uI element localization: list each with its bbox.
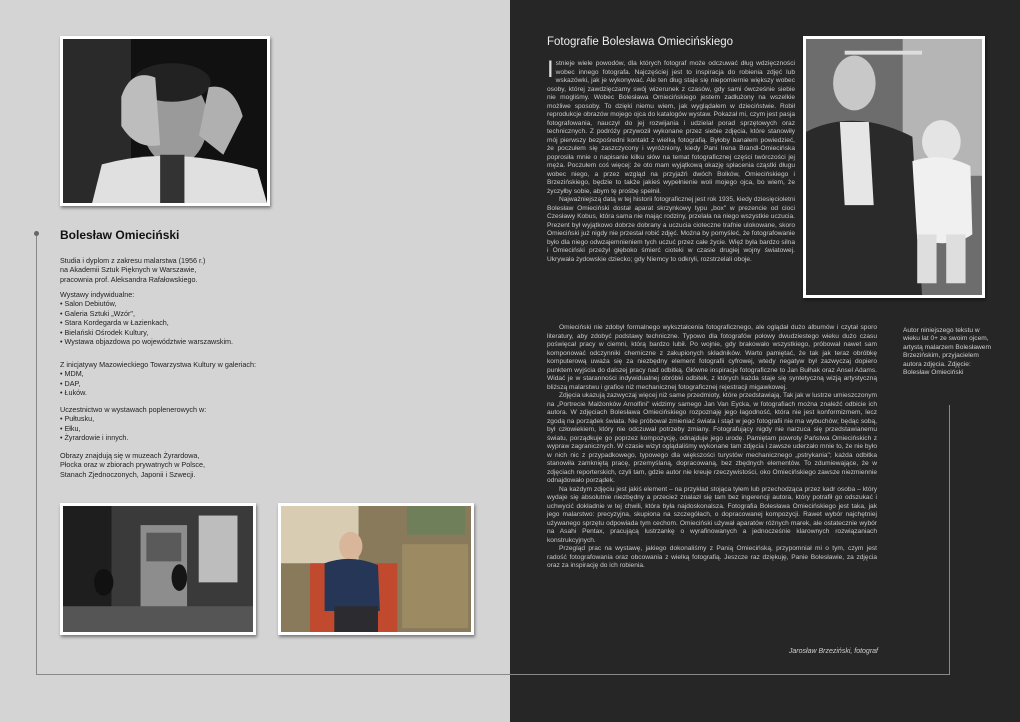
studies-text: Studia i dyplom z zakresu malarstwa (1956 r.) na Akademii Sztuk Pięknych w Warszawie, pracownia prof. Aleksandra Rafałowskiego.: [60, 256, 206, 284]
article-body-column: [547, 56, 795, 264]
armchair-photo: [278, 503, 474, 635]
artist-name: Bolesław Omieciński: [60, 228, 180, 242]
paragraph-6: Przegląd prac na wystawę, jakiego dokonaliśmy z Panią Omiecińską, przypomniał mi o tym, czym jest radość fotografowania oraz obcowania z wielką fotografią. Jeszcze raz dziękuję, Panie Bolesławie, za zdjęcia oraz za inspirację do ich robienia.: [547, 545, 877, 569]
author-signature: Jarosław Brzeziński, fotograf: [788, 648, 878, 655]
drop-cap: I: [547, 56, 554, 83]
paragraph-5: Na każdym zdjęciu jest jakiś element – na przykład stojąca tyłem lub przechodząca przez kadr osoba – który wydaje się absolutnie niezbędny a przecież znalazł się tam bez ingerencji autora, który potrafił go odszukać i uchwycić dokładnie w tej chwili, która była najdoskonalsza. Fotografia Bolesława Omiecińskiego jest taka, jak jego malarstwo: precyzyjna, skupiona na szczegółach, o dopracowanej kompozycji. Rawet wybór najchętniej używanego sprzętu odpowiada tym cechom. Omieciński używał aparatów różnych marek, ale ostatecznie wybór na Asahi Pentax, pracującą lustrzankę o wyrafinowanych a jednocześnie klarownych rozwiązaniach konstrukcyjnych.: [547, 485, 877, 544]
father-child-photo: [803, 36, 985, 298]
studio-photo: [60, 503, 256, 635]
paragraph-3: Omieciński nie zdobył formalnego wykształcenia fotograficznego, ale oglądał dużo albumów i czytał sporo literatury, aby zdobyć podstawy techniczne. Typowo dla fotografów połowy dwudziestego wieku dużo czasu poświęcał pracy w ciemni, którą bardzo lubił. Po wojnie, gdy brakowało wszystkiego, próbował nawet sam komponować odczynniki chemiczne z zakupionych składników. Warto pamiętać, że tak jak teraz obróbkę komputerową uważa się za niezbędny element fotografii cyfrowej, wtedy negatyw był zazwyczaj dopiero punktem wyjścia do dalszej pracy nad odbitką. Główne inspiracje fotograficzne to Jan Bułhak oraz Ansel Adams. Widać je w staranności indywidualnej obróbki odbitek, z których każda staje się syntetyczną wizją artystyczną bliższą malarstwu i grafice niż mechanicznej fotograficznej rejestracji migawkowej.: [547, 324, 877, 391]
article-title: Fotografie Bolesława Omiecińskiego: [547, 36, 734, 48]
collections-text: Obrazy znajdują się w muzeach Żyrardowa, Płocka oraz w zbiorach prywatnych w Polsce, Stanach Zjednoczonych, Japonii i Szwecji.: [60, 451, 206, 479]
photo-caption: Autor niniejszego tekstu w wieku lat 0+ ze swoim ojcem, artystą malarzem Bolesławem Brzezińskim, przyjacielem autora zdjęcia. Zdjęcie: Bolesław Omieciński: [903, 327, 991, 377]
mtk-galleries: Z inicjatywy Mazowieckiego Towarzystwa Kultury w galeriach: • MDM, • DAP, • Łuków.: [60, 360, 256, 398]
solo-exhibitions: Wystawy indywidualne: • Salon Debiutów, • Galeria Sztuki „Wzór", • Stara Kordegarda w Łazienkach, • Bielański Ośrodek Kultury, • Wystawa objazdowa po województwie warszawskim.: [60, 290, 234, 347]
paragraph-2: Najważniejszą datą w tej historii fotograficznej jest rok 1935, kiedy dziesięcioletni Bolesław Omieciński dostał aparat skrzynkowy typu „box" w prezencie od cioci Czesławy Kobus, która sama nie mając rodziny, przelała na niego wszystkie uczucia. Prezent był wyjątkowo dobrze dobrany a uczucia cioteczne trafnie ulokowane, skoro Omieciński już nigdy nie przestał robić zdjęć. Można by pomyśleć, że fotografowanie było dla niego odwzajemnieniem tych uczuć przez całe życie. Więź była bardzo silna i Omieciński przeżył głęboko śmierć cioteki w czasie drugiej wojny światowej. Ukrywała żydowskie dziecko; gdy Niemcy to odkryli, rozstrzelali oboje.: [547, 196, 795, 263]
group-exhibitions: Uczestnictwo w wystawach poplenerowych w: • Pułtusku, • Ełku, • Żyrardowie i innych.: [60, 405, 207, 443]
paragraph-4: Zdjęcia ukazują zazwyczaj więcej niż same przedmioty, które przedstawiają. Tak jak w lustrze umieszczonym na „Portrecie Małżonków Arnolfini" widzimy samego Jan Van Eycka, w fotografiach można znaleźć odbicie ich autora. W zdjęciach Bolesława Omiecińskiego rozpoznaję jego łagodność, która nie jest konformizmem, lecz zgodą na porządek świata. Nie próbował zmieniać świata i stąd w jego fotografii nie ma wybuchów; będąc sobą, był człowiekiem, który nie odczuwał potrzeby zmiany. Fotografujący nigdy nie narzuca się przedstawianemu światu, porządkuje go poprzez kompozycję, odnajduje jego urodę. Pamiętam powroty Państwa Omiecińskich z wypraw zagranicznych. W czasie wizyt oglądaliśmy wykonane tam zdjęcia i zawsze uderzało mnie to, że nie było w nich nic z przypadkowego, typowego dla większości turystów mechanicznego „pstrykania"; każda odbitka stanowiła zamkniętą pracę, przemyślaną, dopracowaną, bez zbędnych elementów. To zdumiewające, że w zdjęciach reporterskich, czyli tam, gdzie autor nie kreuje rzeczywistości, oko Omiecińskiego zawsze niezmiennie odnajdowało porządek.: [547, 392, 877, 484]
portrait-photo: [60, 36, 270, 206]
frame-line-right: [948, 405, 950, 675]
article-body-wide: [547, 324, 877, 571]
frame-dot: [34, 231, 39, 236]
paragraph-1: stnieje wiele powodów, dla których fotograf może odczuwać dług wdzięczności wobec innego fotografa. Najczęściej jest to inspiracja do robienia zdjęć lub wskazówki, jak je wykonywać. Ale ten dług staje się niepomiernie większy wobec osoby, której zawdzięczamy swój wizerunek z czasów, gdy sami ówcześnie siebie nie mogliśmy. Wobec Bolesława Omiecińskiego jestem zadłużony na wszelkie możliwe sposoby. To dzięki niemu wiem, jak wyglądałem w dzieciństwie. Robił reprodukcje obrazów mojego ojca do katalogów wystaw. Pokazał mi, czym jest pasja fotografowania, nauczył do jej rozwijania i udzielał porad sprzętowych oraz technicznych. Z podróży przywoził wykonane przez siebie zdjęcia, które stanowiły mój pierwszy bezpośredni kontakt z wielką fotografią. Byłoby banałem powiedzieć, że poczułem się zaszczycony i wyróżniony, kiedy Pani Irena Brandl-Omiecińska poprosiła mnie o napisanie kilku słów na temat fotograficznej części twórczości jej męża. Poczułem coś więcej: że oto mam wyjątkową okazję spłacenia cząstki długu wobec niego, a przez wzgląd na przyjaźń dwóch Bolków, Omiecińskiego i Brzezińskiego, będzie to także jakieś wypełnienie woli mojego ojca, bo wiem, że życzyłby sobie, abym tę prośbę spełnił.: [547, 60, 795, 195]
